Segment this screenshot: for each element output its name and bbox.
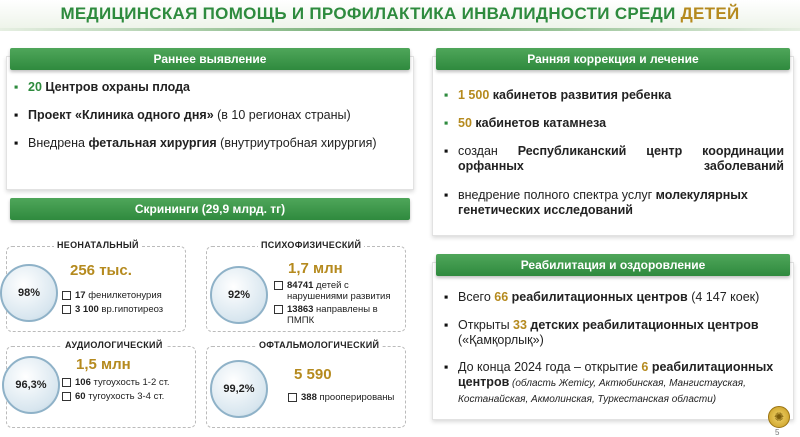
- list-item: ▪ 20 Центров охраны плода: [14, 80, 190, 94]
- list-item: ▪ До конца 2024 года – открытие 6 реабилитационных центров (область Жетісу, Актюбинская, Мангистауская, Костанайская, Акмолинская, Туркестанская области): [444, 360, 774, 405]
- checkbox-icon: [274, 305, 283, 314]
- bullet-icon: ▪: [14, 136, 19, 150]
- page-title: [0, 0, 800, 28]
- checkbox-icon: [274, 281, 283, 290]
- list-item: ▪ 50 кабинетов катамнеза: [444, 116, 607, 130]
- emblem-icon: ✺: [768, 406, 790, 428]
- checklist-item: 17 фенилкетонурия: [62, 290, 186, 301]
- checkbox-icon: [62, 378, 71, 387]
- list-item: ▪ Внедрена фетальная хирургия (внутриутробная хирургия): [14, 136, 377, 150]
- rehab-header: Реабилитация и оздоровление: [436, 254, 790, 276]
- checklist-item: 388 прооперированы: [288, 392, 406, 403]
- title-text: МЕДИЦИНСКАЯ ПОМОЩЬ И ПРОФИЛАКТИКА ИНВАЛИДНОСТИ СРЕДИ: [60, 4, 681, 23]
- checkbox-icon: [62, 392, 71, 401]
- audio-total: 1,5 млн: [76, 356, 131, 373]
- bullet-icon: ▪: [444, 116, 449, 130]
- psycho-total: 1,7 млн: [288, 260, 343, 277]
- checklist-item: 60 тугоухость 3-4 ст.: [62, 391, 196, 402]
- neonatal-percent-circle: 98%: [0, 264, 58, 322]
- checklist-item: 13863 направлены в ПМПК: [274, 304, 406, 326]
- checklist-item: 3 100 вр.гипотиреоз: [62, 304, 186, 315]
- ophth-percent-circle: 99,2%: [210, 360, 268, 418]
- bullet-icon: ▪: [444, 290, 449, 304]
- bullet-icon: ▪: [444, 188, 449, 202]
- bullet-icon: ▪: [444, 88, 449, 102]
- early-correction-header: Ранняя коррекция и лечение: [436, 48, 790, 70]
- early-detection-panel: [6, 56, 414, 190]
- checkbox-icon: [62, 305, 71, 314]
- bullet-icon: ▪: [444, 144, 449, 158]
- neonatal-total: 256 тыс.: [70, 262, 132, 279]
- title-highlight: ДЕТЕЙ: [680, 4, 740, 23]
- ophth-title: ОФТАЛЬМОЛОГИЧЕСКИЙ: [256, 340, 382, 350]
- ophth-total: 5 590: [294, 366, 332, 383]
- bullet-icon: ▪: [14, 80, 19, 94]
- title-divider: [0, 28, 800, 31]
- list-item: ▪ внедрение полного спектра услуг молекулярных генетических исследований: [444, 188, 748, 217]
- page-number: 5: [775, 428, 780, 437]
- screenings-header: Скрининги (29,9 млрд. тг): [10, 198, 410, 220]
- neonatal-title: НЕОНАТАЛЬНЫЙ: [54, 240, 142, 250]
- list-item: ▪ создан Республиканский центр координации орфанных заболеваний: [444, 144, 785, 173]
- bullet-icon: ▪: [14, 108, 19, 122]
- audio-title: АУДИОЛОГИЧЕСКИЙ: [62, 340, 166, 350]
- checklist-item: 106 тугоухость 1-2 ст.: [62, 377, 196, 388]
- list-item: ▪ Открыты 33 детских реабилитационных центров («Қамқорлық»): [444, 318, 759, 347]
- checklist-item: 84741 детей с нарушениями развития: [274, 280, 406, 302]
- psycho-title: ПСИХОФИЗИЧЕСКИЙ: [258, 240, 364, 250]
- bullet-icon: ▪: [444, 318, 449, 332]
- psycho-percent-circle: 92%: [210, 266, 268, 324]
- early-detection-header: Раннее выявление: [10, 48, 410, 70]
- list-item: ▪ Всего 66 реабилитационных центров (4 147 коек): [444, 290, 760, 304]
- checkbox-icon: [288, 393, 297, 402]
- audio-percent-circle: 96,3%: [2, 356, 60, 414]
- list-item: ▪ 1 500 кабинетов развития ребенка: [444, 88, 672, 102]
- list-item: ▪ Проект «Клиника одного дня» (в 10 регионах страны): [14, 108, 351, 122]
- checkbox-icon: [62, 291, 71, 300]
- bullet-icon: ▪: [444, 360, 449, 374]
